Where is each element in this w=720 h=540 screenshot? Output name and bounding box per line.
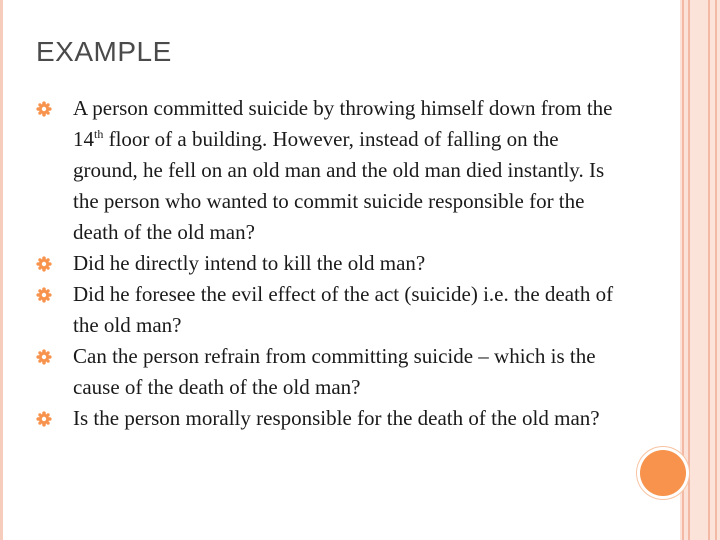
bullet-text: floor of a building. However, instead of falling on the ground, he fell on an old man and the old man died instantly. Is the person who wanted to commit suicide responsible for the death of the old man?	[73, 127, 605, 244]
bullet-list	[36, 93, 626, 434]
band-line	[688, 0, 690, 540]
gear-flower-icon	[36, 256, 52, 272]
list-item	[36, 279, 626, 341]
band-line	[708, 0, 710, 540]
list-item	[36, 248, 626, 279]
bullet-text: Can the person refrain from committing suicide – which is the cause of the death of the old man?	[73, 344, 596, 399]
list-item	[36, 93, 626, 248]
gear-flower-icon	[36, 287, 52, 303]
bullet-text: Did he directly intend to kill the old man?	[73, 251, 426, 275]
bullet-text: A person committed suicide by throwing himself down from the 14	[73, 96, 613, 151]
band-line	[682, 0, 684, 540]
gear-flower-icon	[36, 101, 52, 117]
superscript: th	[94, 127, 104, 141]
slide-title: EXAMPLE	[36, 36, 172, 67]
left-edge-stripe	[0, 0, 3, 540]
list-item	[36, 403, 626, 434]
band-fill	[680, 0, 720, 540]
decorative-circle	[640, 450, 686, 496]
band-line	[715, 0, 717, 540]
bullet-text: Did he foresee the evil effect of the act (suicide) i.e. the death of the old man?	[73, 282, 614, 337]
gear-flower-icon	[36, 411, 52, 427]
bullet-text: Is the person morally responsible for the death of the old man?	[73, 406, 600, 430]
list-item	[36, 341, 626, 403]
gear-flower-icon	[36, 349, 52, 365]
